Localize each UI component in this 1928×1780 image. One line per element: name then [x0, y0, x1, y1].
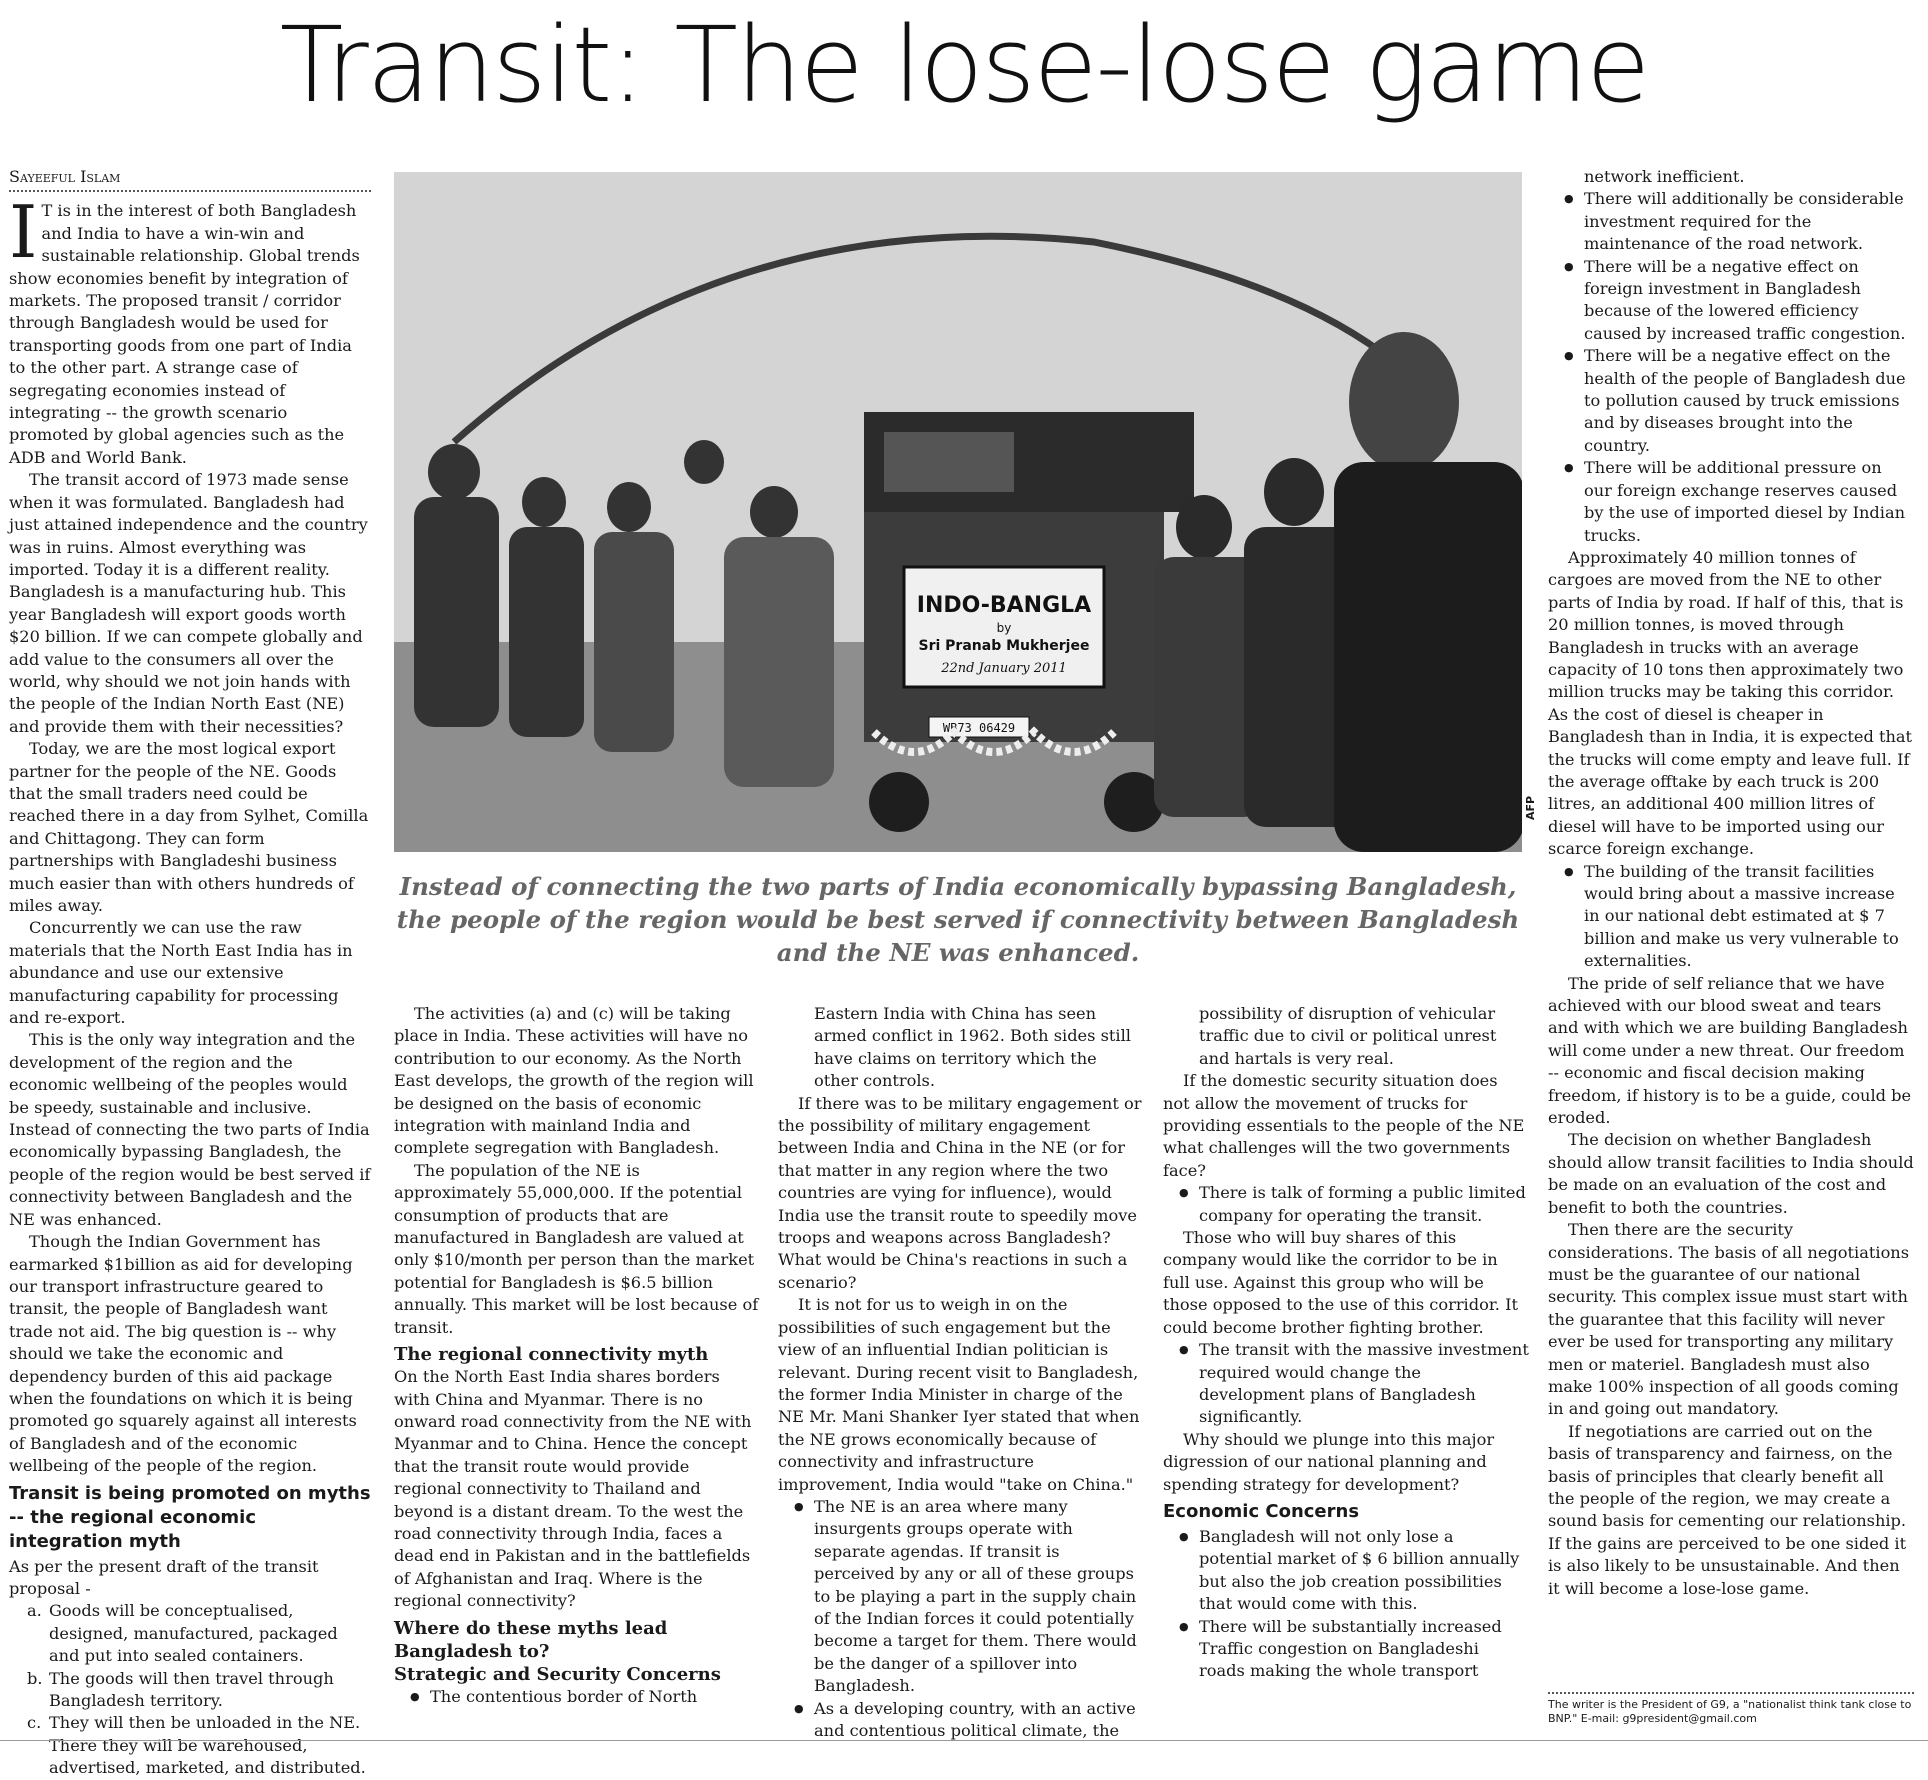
article-paragraph: As per the present draft of the transit proposal -: [9, 1556, 319, 1598]
article-paragraph: The population of the NE is approximately 55,000,000. If the potential consumption of products that are manufactured in Bangladesh are valued at only $10/month per person than the market potential for Bangladesh is $6.5 billion annually. This market will be lost because of transit.: [394, 1160, 759, 1337]
bullet-list: [1163, 1182, 1529, 1227]
page-rule: [0, 1740, 1928, 1741]
headline: Transit: The lose-lose game: [279, 4, 1649, 126]
article-paragraph: The activities (a) and (c) will be taking place in India. These activities will have no contribution to our economy. As the North East develops, the growth of the region will be designed on the basis of economic integration with mainland India and complete segregation with Bangladesh.: [394, 1004, 754, 1158]
article-paragraph: I T is in the interest of both Bangladesh and India to have a win-win and sustainable relationship. Global trends show economies benefit by integration of markets. The proposed transit / corridor through Bangladesh would be used for transporting goods from one part of India to the other part. A strange case of segregating economies instead of integrating -- the growth scenario promoted by global agencies such as the ADB and World Bank.: [9, 190, 360, 467]
column-4: [1163, 1003, 1529, 1683]
article-paragraph: Concurrently we can use the raw materials that the North East India has in abundance and use our extensive manufacturing capability for processing and re-export.: [9, 918, 353, 1028]
bullet-list: [1548, 188, 1914, 547]
bullet-list: [394, 1686, 760, 1708]
article-paragraph: Today, we are the most logical export partner for the people of the NE. Goods that the small traders need could be reached there in a day from Sylhet, Comilla and Chittagong. They can form partnerships with Bangladeshi business much easier than with others hundreds of miles away.: [9, 739, 369, 915]
article-paragraph: If negotiations are carried out on the basis of transparency and fairness, on the basis of principles that clearly benefit all the people of the region, we may create a sound basis for cementing our relationship. If the gains are perceived to be one sided it is also likely to be unsustainable. And then it will become a lose-lose game.: [1548, 1421, 1907, 1598]
list-item: ● The building of the transit facilities would bring about a massive increase in our national debt estimated at $ 7 billion and make us very vulnerable to externalities.: [1584, 861, 1914, 973]
list-item: a. Goods will be conceptualised, designed, manufactured, packaged and put into sealed containers.: [27, 1601, 338, 1666]
column-3: [778, 1003, 1144, 1742]
truck-plate: WB73 06429: [942, 721, 1016, 735]
article-paragraph: Those who will buy shares of this company would like the corridor to be in full use. Against this group who will be those opposed to the use of this corridor. It could become brother fighting brother.: [1163, 1228, 1518, 1337]
article-paragraph: Approximately 40 million tonnes of cargoes are moved from the NE to other parts of India by road. If half of this, that is 20 million tonnes, is moved through Bangladesh in trucks with an average capacity of 10 tons then approximately two million trucks may be taking this corridor. As the cost of diesel is cheaper in Bangladesh than in India, it is expected that the trucks will come empty and leave full. If the average offtake by each truck is 200 litres, an additional 400 million litres of diesel will have to be imported using our scarce foreign exchange.: [1548, 547, 1913, 859]
list-item: c. They will then be unloaded in the NE. There they will be warehoused, advertised, marketed, and distributed.: [27, 1713, 366, 1778]
article-paragraph: If there was to be military engagement or the possibility of military engagement between India and China in the NE (or for that matter in any region where the two countries are vying for influence), would India use the transit route to speedily move troops and weapons across Bangladesh? What would be China's reactions in such a scenario?: [778, 1093, 1142, 1292]
subheading: Strategic and Security Concerns: [394, 1663, 721, 1685]
bullet-list: [1548, 861, 1914, 973]
truck-sign-name: Sri Pranab Mukherjee: [918, 638, 1090, 654]
article-paragraph: It is not for us to weigh in on the possibilities of such engagement but the view of an influential Indian politician is relevant. During recent visit to Bangladesh, the former India Minister in charge of the NE Mr. Mani Shanker Iyer stated that when the NE grows economically because of connectivity and infrastructure improvement, India would "take on China.": [778, 1295, 1140, 1494]
article-paragraph: Eastern India with China has seen armed conflict in 1962. Both sides still have claims on territory which the other controls.: [814, 1004, 1131, 1091]
list-item: ● There will be a negative effect on the health of the people of Bangladesh due to pollution caused by truck emissions and by diseases brought into the country.: [1584, 345, 1914, 457]
article-paragraph: Though the Indian Government has earmarked $1billion as aid for developing our transport infrastructure geared to transit, the people of Bangladesh want trade not aid. The big question is -- why should we take the economic and dependency burden of this aid package when the foundations on which it is being promoted go squarely against all interests of Bangladesh and of the economic wellbeing of the people of the region.: [9, 1232, 357, 1476]
list-item: ● The transit with the massive investment required would change the development plans of Bangladesh significantly.: [1199, 1339, 1529, 1429]
column-2: [394, 1003, 760, 1708]
truck-sign-date: 22nd January 2011: [941, 661, 1067, 676]
article-paragraph: This is the only way integration and the development of the region and the economic wellbeing of the peoples would be speedy, sustainable and inclusive. Instead of connecting the two parts of India economically bypassing Bangladesh, the people of the region would be best served if connectivity between Bangladesh and the NE was enhanced.: [9, 1030, 371, 1229]
bullet-list: [1163, 1339, 1529, 1429]
article-paragraph: Then there are the security considerations. The basis of all negotiations must be the guarantee of our national security. This complex issue must start with the guarantee that this facility will never ever be used for transporting any military men or materiel. Bangladesh must also make 100% inspection of all goods coming in and going out mandatory.: [1548, 1220, 1910, 1419]
subheading: Economic Concerns: [1163, 1500, 1360, 1522]
article-paragraph: The pride of self reliance that we have achieved with our blood sweat and tears and with which we are building Bangladesh will come under a new threat. Our freedom -- economic and fiscal decision making freedom, if history is to be a guide, could be eroded.: [1548, 973, 1912, 1128]
list-item: ● The NE is an area where many insurgents groups operate with separate agendas. If transit is perceived by any or all of these groups to be playing a part in the supply chain of the Indian forces it could potentially become a target for them. There would be the danger of a spillover into Bangladesh.: [814, 1496, 1144, 1698]
list-item: ● There will be a negative effect on foreign investment in Bangladesh because of the lowered efficiency caused by increased traffic congestion.: [1584, 256, 1914, 346]
article-paragraph: If the domestic security situation does not allow the movement of trucks for providing essentials to the people of the NE what challenges will the two governments face?: [1163, 1071, 1525, 1180]
subheading: The regional connectivity myth: [394, 1344, 709, 1366]
photo-credit: AFP: [1524, 795, 1537, 820]
truck-sign-by: by: [996, 621, 1012, 635]
column-5: [1548, 166, 1914, 1600]
photo-caption: Instead of connecting the two parts of India economically bypassing Bangladesh, the people of the region would be best served if connectivity between Bangladesh and the NE was enhanced.: [396, 872, 1520, 967]
list-item: ● There is talk of forming a public limited company for operating the transit.: [1199, 1182, 1529, 1227]
list-item: ● The contentious border of North: [430, 1686, 760, 1708]
article-paragraph: network inefficient.: [1584, 167, 1745, 186]
subheading: Transit is being promoted on myths -- the regional economic integration myth: [9, 1482, 371, 1552]
news-photo: [394, 172, 1522, 852]
list-item: b. The goods will then travel through Bangladesh territory.: [27, 1668, 334, 1710]
article-paragraph: Why should we plunge into this major digression of our national planning and spending strategy for development?: [1163, 1429, 1495, 1494]
column-1: [9, 166, 371, 1780]
article-paragraph: The transit accord of 1973 made sense when it was formulated. Bangladesh had just attained independence and the country was in ruins. Almost everything was imported. Today it is a different reality. Bangladesh is a manufacturing hub. This year Bangladesh will export goods worth $20 billion. If we can compete globally and add value to the consumers all over the world, why should we not join hands with the people of the Indian North East (NE) and provide them with their necessities?: [9, 470, 368, 736]
byline: Sayeeful Islam: [9, 166, 371, 192]
proposal-list: [9, 1600, 371, 1779]
list-item: ● There will additionally be considerable investment required for the maintenance of the road network.: [1584, 188, 1914, 255]
list-item: ● Bangladesh will not only lose a potential market of $ 6 billion annually but also the job creation possibilities that would come with this.: [1199, 1526, 1529, 1616]
bullet-list: [1163, 1526, 1529, 1683]
list-item: ● There will be additional pressure on our foreign exchange reserves caused by the use of imported diesel by Indian trucks.: [1584, 457, 1914, 547]
bullet-list: [778, 1496, 1144, 1742]
article-paragraph: The decision on whether Bangladesh should allow transit facilities to India should be made on an evaluation of the cost and benefit to both the countries.: [1548, 1130, 1914, 1217]
list-item: ● There will be substantially increased Traffic congestion on Bangladeshi roads making the whole transport: [1199, 1616, 1529, 1683]
author-footnote: The writer is the President of G9, a "nationalist think tank close to BNP." E-mail: g9president@gmail.com: [1548, 1692, 1914, 1726]
list-item: ● As a developing country, with an active and contentious political climate, the: [814, 1698, 1144, 1743]
article-paragraph: possibility of disruption of vehicular traffic due to civil or political unrest and hartals is very real.: [1199, 1004, 1497, 1068]
article-paragraph: On the North East India shares borders with China and Myanmar. There is no onward road connectivity from the NE with Myanmar and to China. Hence the concept that the transit route would provide regional connectivity to Thailand and beyond is a distant dream. To the west the road connectivity through India, faces a dead end in Pakistan and in the battlefields of Afghanistan and Iraq. Where is the regional connectivity?: [394, 1367, 752, 1611]
subheading: Where do these myths lead Bangladesh to?: [394, 1617, 668, 1662]
truck-sign-title: INDO-BANGLA: [916, 593, 1092, 618]
drop-cap: I: [9, 190, 38, 275]
